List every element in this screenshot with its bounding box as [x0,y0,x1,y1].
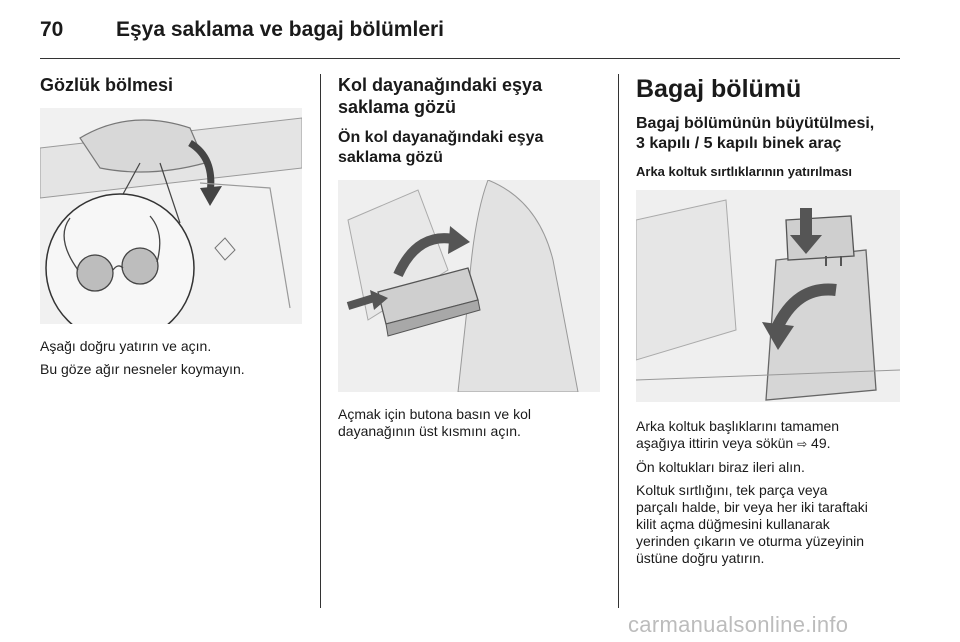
rear-seat-folding-illustration-icon [636,190,900,402]
subsubsection-heading: Arka koltuk sırtlıklarının yatırılması [636,164,853,179]
section-heading [338,74,608,118]
instruction-line: Koltuk sırtlığını, tek parça veya [636,482,828,498]
instruction-line: yerinden çıkarın ve oturma yüzeyinin [636,533,864,549]
section-heading-line: Kol dayanağındaki eşya [338,75,543,95]
header-rule [40,58,900,59]
instruction-open: Aşağı doğru yatırın ve açın. [40,338,212,354]
section-heading-line: saklama gözü [338,97,457,117]
instruction-line: parçalı halde, bir veya her iki taraftaki [636,499,868,515]
page-number: 70 [40,18,64,41]
glasses-compartment-illustration-icon [40,108,302,324]
instruction-line: Arka koltuk başlıklarını tamamen [636,418,840,434]
column-armrest-compartment [338,74,608,440]
reference-arrow-icon: ⇨ [797,437,808,451]
page-reference[interactable]: 49. [807,435,831,451]
instruction-front-seats: Ön koltukları biraz ileri alın. [636,459,805,475]
subsection-heading [338,128,608,168]
instruction-line: Açmak için butona basın ve kol [338,406,531,422]
instruction-warning: Bu göze ağır nesneler koymayın. [40,361,245,377]
column-load-compartment [636,74,906,567]
section-heading: Bagaj bölümü [636,75,802,103]
instruction-headrests [636,418,906,453]
instruction-line: üstüne doğru yatırın. [636,550,765,566]
column-divider [618,74,619,608]
watermark: carmanualsonline.info [628,612,849,637]
armrest-compartment-illustration-icon [338,180,600,392]
instruction-open-armrest [338,406,608,440]
column-divider [320,74,321,608]
subsection-heading-line: Bagaj bölümünün büyütülmesi, [636,115,875,132]
subsection-heading-line: 3 kapılı / 5 kapılı binek araç [636,135,842,152]
instruction-line: kilit açma düğmesini kullanarak [636,516,830,532]
page-header [40,12,910,48]
instruction-line: aşağıya ittirin veya sökün [636,435,798,451]
instruction-fold-backrest [636,482,906,567]
column-glasses-compartment [40,74,308,378]
instruction-line: dayanağının üst kısmını açın. [338,423,521,439]
subsection-heading-line: Ön kol dayanağındaki eşya [338,129,544,146]
subsection-heading-line: saklama gözü [338,149,443,166]
subsection-heading [636,114,906,154]
chapter-title: Eşya saklama ve bagaj bölümleri [116,18,445,41]
section-heading: Gözlük bölmesi [40,75,174,95]
